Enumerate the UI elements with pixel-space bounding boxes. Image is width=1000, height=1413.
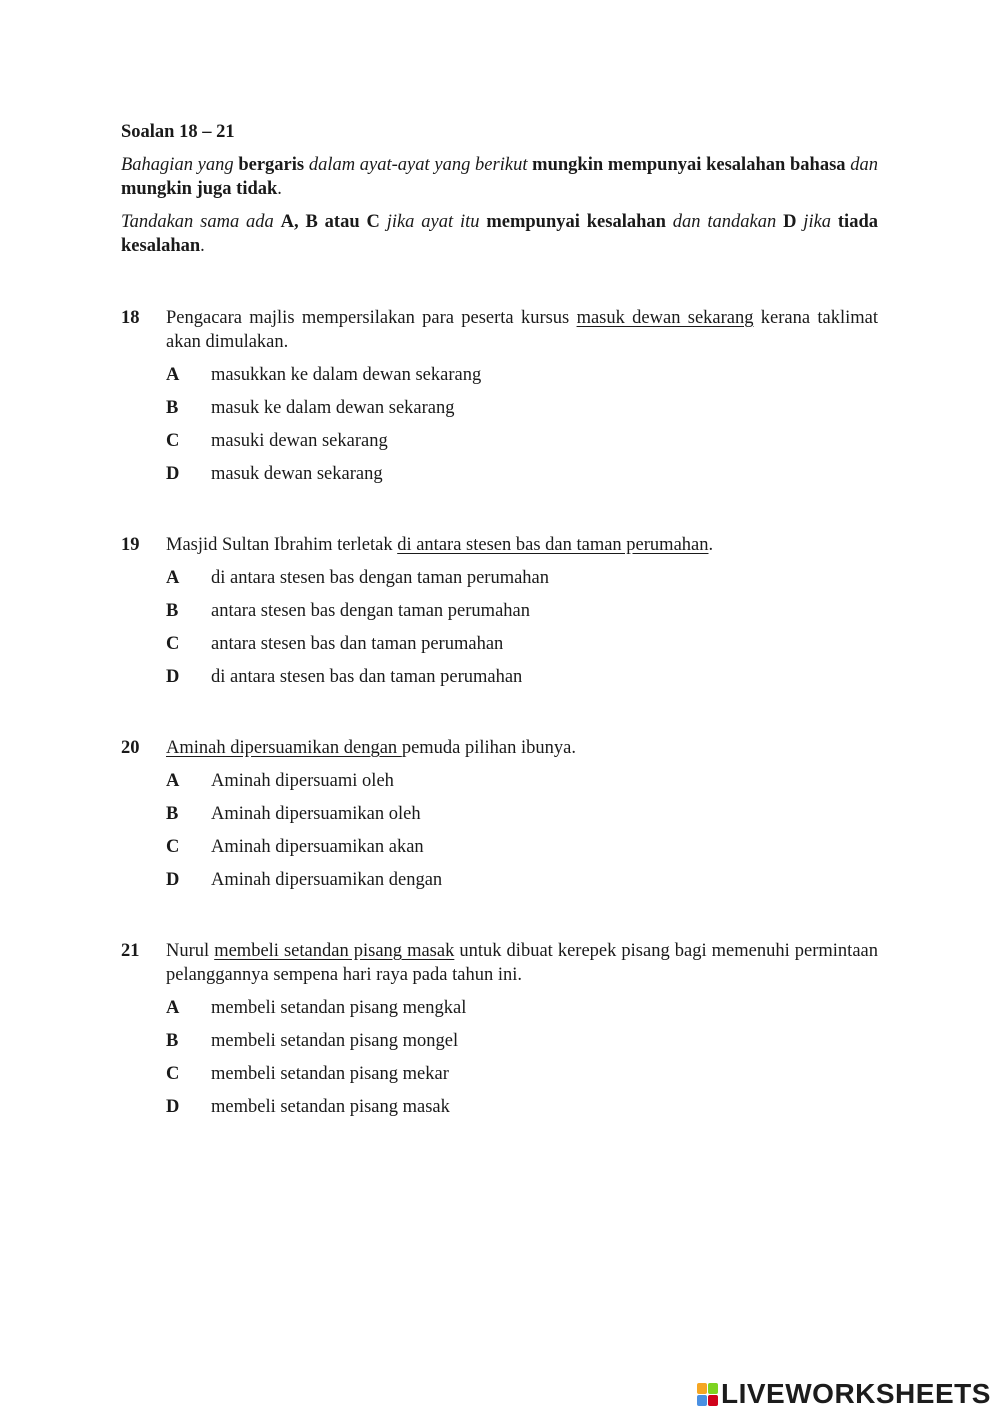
- option-text: Aminah dipersuami oleh: [211, 771, 394, 791]
- question-text-run: kerana taklimat akan dimulakan.: [166, 308, 878, 352]
- option-text: masukkan ke dalam dewan sekarang: [211, 365, 482, 385]
- instruction-run: A, B atau C: [280, 212, 380, 232]
- question-text-run: untuk dibuat kerepek pisang bagi memenuhi permintaan pelanggannya sempena hari raya pada tahun ini.: [166, 941, 878, 985]
- instruction-run: jika: [796, 212, 838, 232]
- question-text: [166, 306, 878, 354]
- option-b[interactable]: [166, 1029, 878, 1053]
- option-letter: B: [166, 1031, 179, 1051]
- option-letter: B: [166, 398, 179, 418]
- question-text-run: Nurul: [166, 941, 215, 961]
- option-letter: D: [166, 667, 180, 687]
- option-b[interactable]: [166, 599, 878, 623]
- option-d[interactable]: [166, 462, 878, 486]
- logo-text: LIVEWORKSHEETS: [721, 1378, 991, 1409]
- option-text: membeli setandan pisang masak: [211, 1097, 450, 1117]
- question-number: 20: [121, 738, 140, 758]
- logo-square: [708, 1395, 718, 1406]
- instruction-run: Bahagian yang: [121, 155, 239, 175]
- option-a[interactable]: [166, 996, 878, 1020]
- question-text-run: Masjid Sultan Ibrahim terletak: [166, 535, 398, 555]
- question-text: [166, 939, 878, 987]
- underlined-phrase: membeli setandan pisang masak: [214, 941, 455, 961]
- option-text: masuk dewan sekarang: [211, 464, 383, 484]
- option-c[interactable]: [166, 429, 878, 453]
- question-text-run: Pengacara majlis mempersilakan para peserta kursus: [166, 308, 577, 328]
- option-letter: A: [166, 568, 180, 588]
- instruction-run: mungkin mempunyai kesalahan bahasa: [532, 155, 846, 175]
- option-letter: C: [166, 431, 180, 451]
- question-text-run: .: [708, 535, 714, 555]
- question-21: [121, 939, 878, 1119]
- logo-square: [708, 1383, 718, 1394]
- liveworksheets-logo-icon: [697, 1383, 717, 1405]
- option-d[interactable]: [166, 665, 878, 689]
- option-letter: D: [166, 870, 180, 890]
- section-heading: Soalan 18 – 21: [121, 122, 235, 142]
- instruction-run: .: [200, 236, 205, 256]
- instruction-run: dan: [845, 155, 878, 175]
- option-text: antara stesen bas dan taman perumahan: [211, 634, 504, 654]
- option-letter: B: [166, 601, 179, 621]
- option-text: Aminah dipersuamikan dengan: [211, 870, 443, 890]
- option-letter: C: [166, 634, 180, 654]
- option-text: membeli setandan pisang mengkal: [211, 998, 467, 1018]
- logo-square: [697, 1383, 707, 1394]
- instruction-2: [121, 210, 878, 258]
- option-letter: A: [166, 771, 180, 791]
- instruction-run: Tandakan sama ada: [121, 212, 281, 232]
- option-text: di antara stesen bas dan taman perumahan: [211, 667, 523, 687]
- option-a[interactable]: [166, 769, 878, 793]
- option-c[interactable]: [166, 1062, 878, 1086]
- option-letter: B: [166, 804, 179, 824]
- option-a[interactable]: [166, 566, 878, 590]
- underlined-phrase: Aminah dipersuamikan dengan: [166, 738, 402, 758]
- underlined-phrase: masuk dewan sekarang: [576, 308, 754, 328]
- instruction-run: tiada kesalahan: [121, 212, 878, 256]
- option-letter: C: [166, 1064, 180, 1084]
- instruction-run: dan tandakan: [665, 212, 784, 232]
- option-b[interactable]: [166, 802, 878, 826]
- option-text: Aminah dipersuamikan akan: [211, 837, 424, 857]
- option-a[interactable]: [166, 363, 878, 387]
- option-letter: D: [166, 1097, 180, 1117]
- option-text: Aminah dipersuamikan oleh: [211, 804, 421, 824]
- instruction-run: mungkin juga tidak: [121, 179, 278, 199]
- question-18: [121, 306, 878, 486]
- question-20: [121, 736, 878, 892]
- question-number: 19: [121, 535, 140, 555]
- question-number: 21: [121, 941, 140, 961]
- option-d[interactable]: [166, 1095, 878, 1119]
- option-letter: D: [166, 464, 180, 484]
- option-letter: A: [166, 365, 180, 385]
- instruction-run: mempunyai kesalahan: [486, 212, 666, 232]
- option-text: di antara stesen bas dengan taman perumahan: [211, 568, 550, 588]
- option-text: membeli setandan pisang mongel: [211, 1031, 459, 1051]
- question-text: [166, 736, 878, 760]
- option-letter: A: [166, 998, 180, 1018]
- instruction-run: .: [277, 179, 282, 199]
- question-list: [121, 306, 878, 1119]
- option-text: masuk ke dalam dewan sekarang: [211, 398, 455, 418]
- question-number: 18: [121, 308, 140, 328]
- liveworksheets-logo: [697, 1377, 991, 1411]
- question-text-run: pemuda pilihan ibunya.: [401, 738, 576, 758]
- option-letter: C: [166, 837, 180, 857]
- question-19: [121, 533, 878, 689]
- option-b[interactable]: [166, 396, 878, 420]
- option-text: masuki dewan sekarang: [211, 431, 388, 451]
- option-text: membeli setandan pisang mekar: [211, 1064, 449, 1084]
- option-text: antara stesen bas dengan taman perumahan: [211, 601, 530, 621]
- option-c[interactable]: [166, 632, 878, 656]
- question-text: [166, 533, 878, 557]
- instruction-1: [121, 153, 878, 201]
- instruction-run: jika ayat itu: [379, 212, 487, 232]
- instruction-run: bergaris: [238, 155, 305, 175]
- instruction-run: dalam ayat-ayat yang berikut: [304, 155, 533, 175]
- option-d[interactable]: [166, 868, 878, 892]
- instruction-run: D: [783, 212, 797, 232]
- option-c[interactable]: [166, 835, 878, 859]
- underlined-phrase: di antara stesen bas dan taman perumahan: [397, 535, 709, 555]
- logo-square: [697, 1395, 707, 1406]
- worksheet-page: [121, 120, 878, 1119]
